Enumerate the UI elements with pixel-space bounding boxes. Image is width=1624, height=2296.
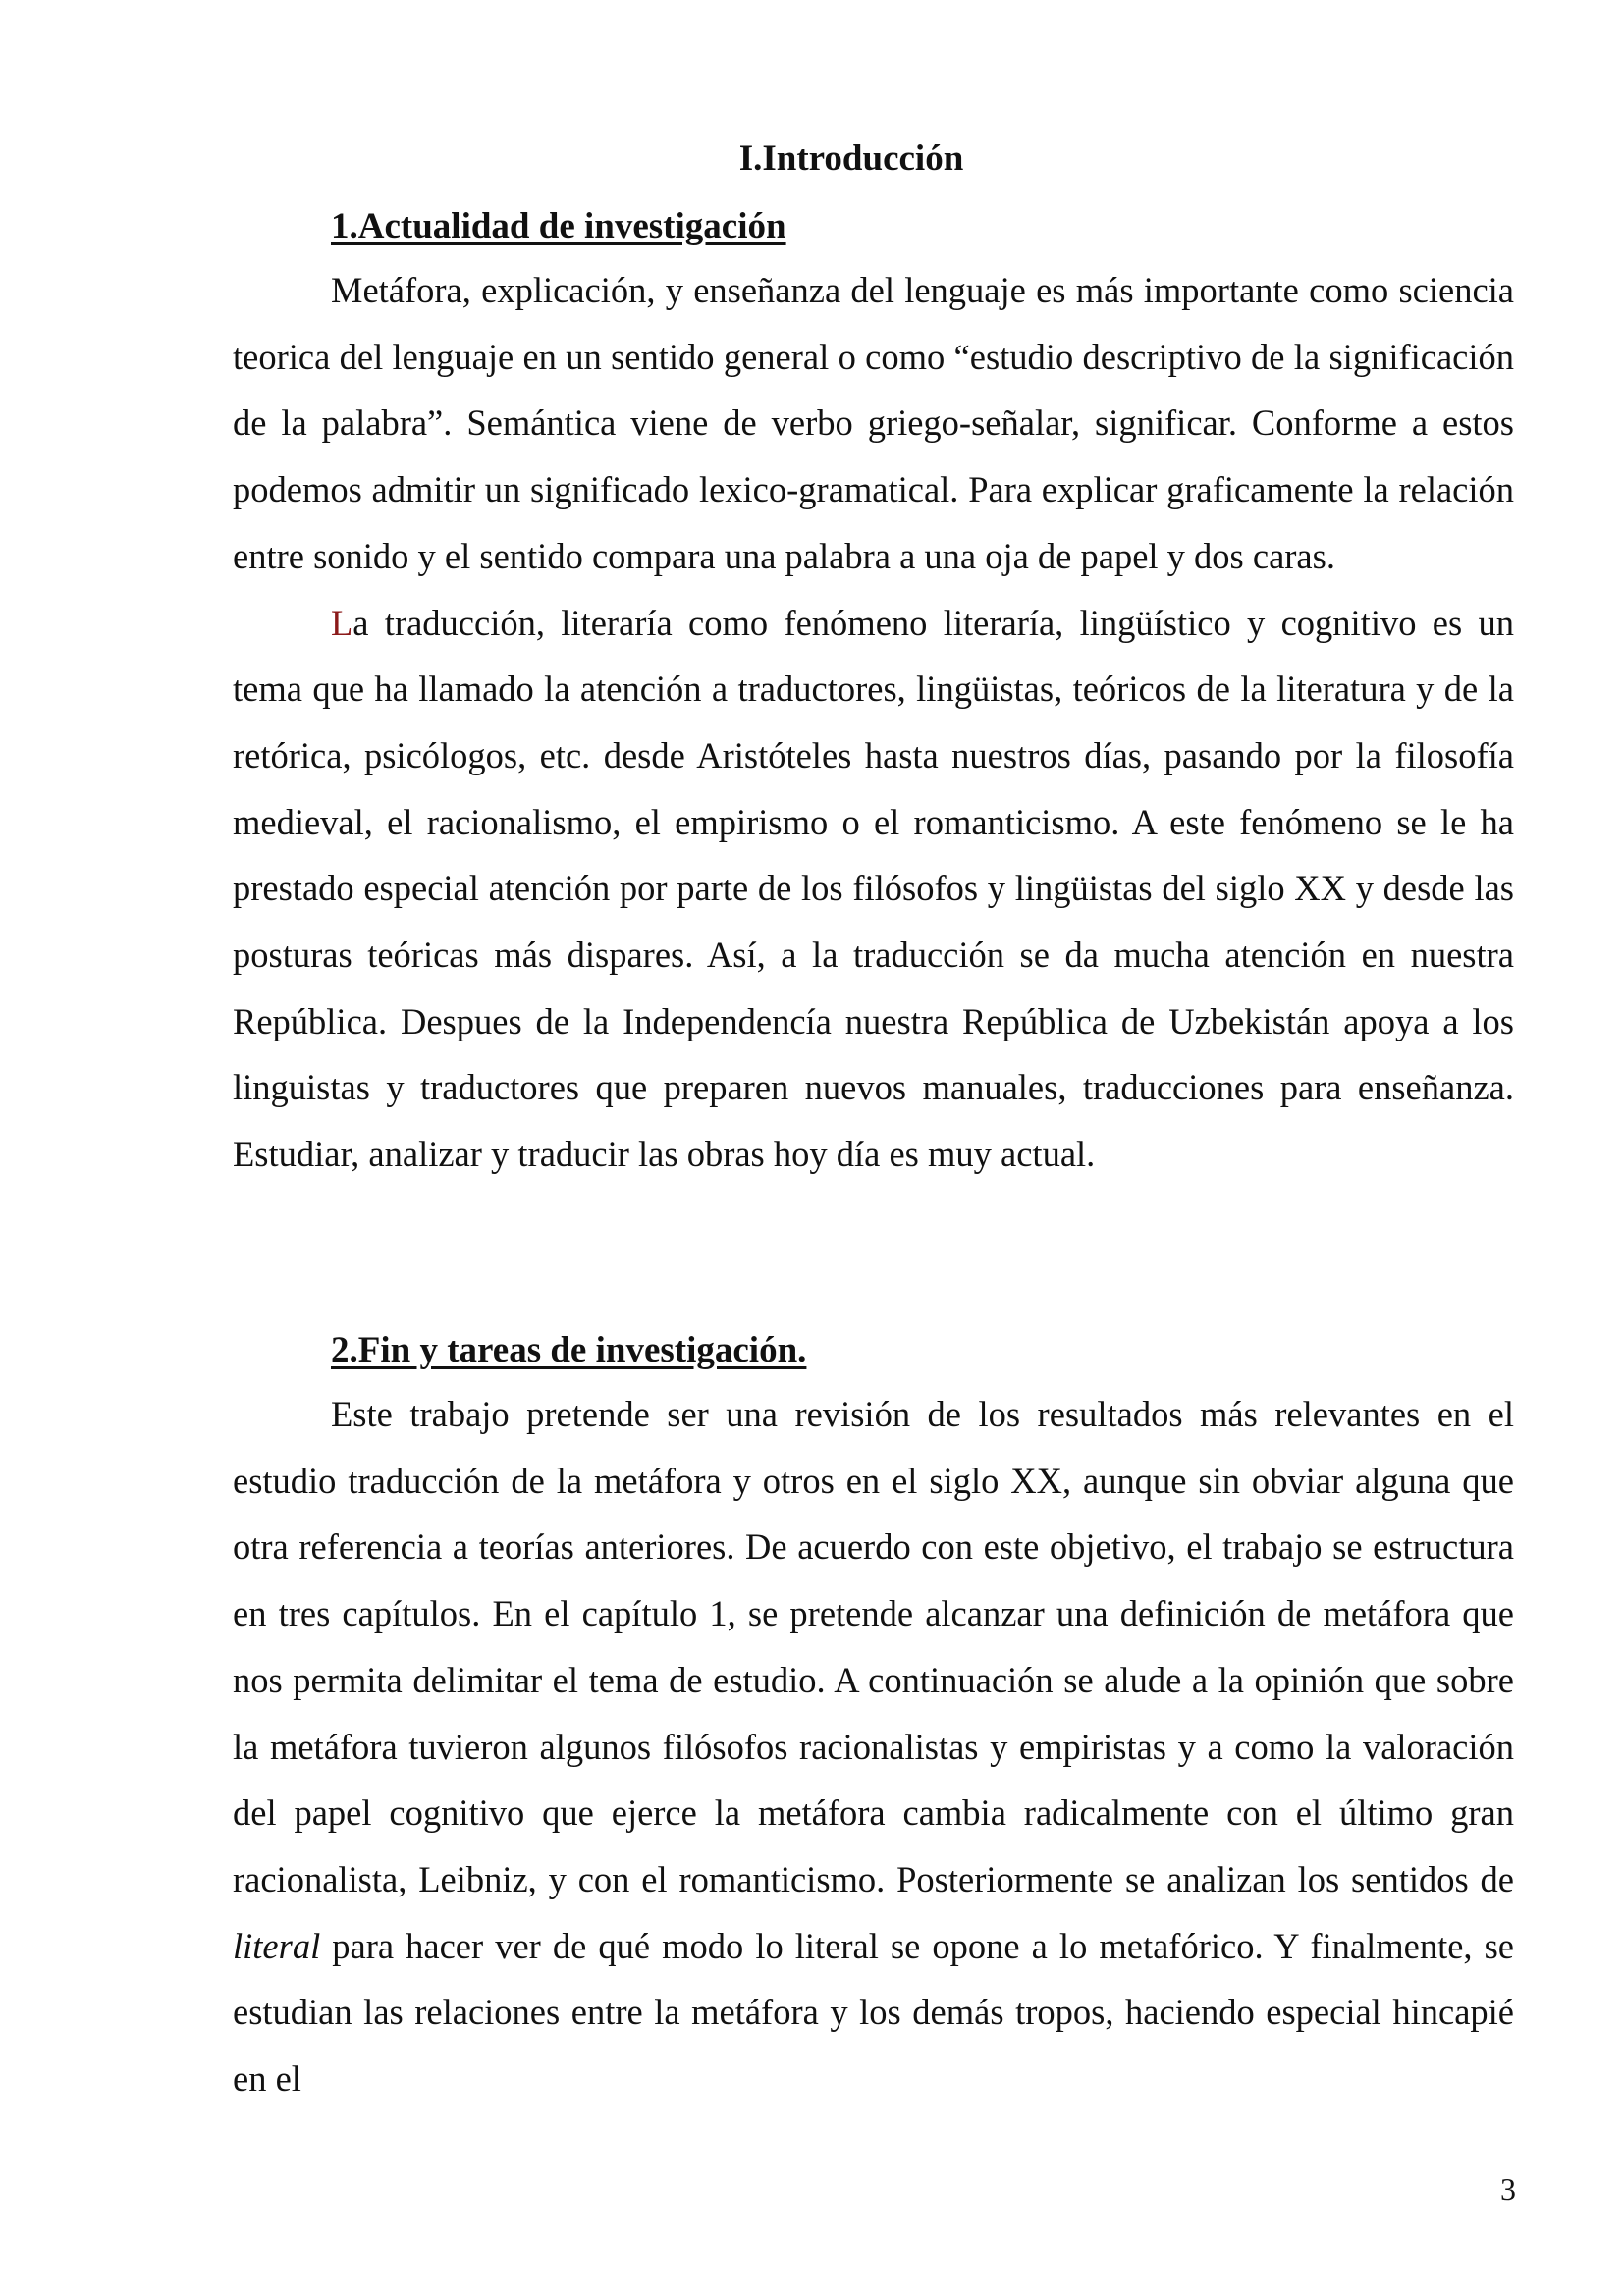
paragraph-trabajo-text-1: Este trabajo pretende ser una revisión de los resultados más relevantes en el estudio traducción de la metáfora y otros en el siglo XX, aunque sin obviar alguna que otra referencia a teorías anteriores. De acuerdo con este objetivo, el trabajo se estructura en tres capítulos. En el capítulo 1, se pretende alcanzar una definición de metáfora que nos permita delimitar el tema de estudio. A continuación se alude a la opinión que sobre la metáfora tuvieron algunos filósofos racionalistas y empiristas y a como la valoración del papel cognitivo que ejerce la metáfora cambia radicalmente con el último gran racionalista, Leibniz, y con el romanticismo. Posteriormente se analizan los sentidos de (233, 1394, 1514, 1899)
paragraph-metafora: Metáfora, explicación, y enseñanza del lenguaje es más importante como sciencia teorica del lenguaje en un sentido general o como “estudio descriptivo de la significación de la palabra”. Semántica viene de verbo griego-señalar, significar. Conforme a estos podemos admitir un significado lexico-gramatical. Para explicar graficamente la relación entre sonido y el sentido compara una palabra a una oja de papel y dos caras. (233, 270, 1514, 576)
italic-term-literal: literal (233, 1925, 321, 1966)
paragraph-traduccion-text: a traducción, literaría como fenómeno literaría, lingüístico y cognitivo es un tema que ha llamado la atención a traductores, lingüistas, teóricos de la literatura y de la retórica, psicólogos, etc. desde Aristóteles hasta nuestros días, pasando por la filosofía medieval, el racionalismo, el empirismo o el romanticismo. A este fenómeno se le ha prestado especial atención por parte de los filósofos y lingüistas del siglo XX y desde las posturas teóricas más dispares. Así, a la traducción se da mucha atención en nuestra República. Despues de la Independencía nuestra República de Uzbekistán apoya a los linguistas y traductores que preparen nuevos manuales, traducciones para enseñanza. Estudiar, analizar y traducir las obras hoy día es muy actual. (233, 602, 1514, 1175)
section-fin-tareas (233, 1320, 1514, 2112)
section-heading-fin-tareas: 2.Fin y tareas de investigación. (331, 1330, 807, 1370)
paragraph-traduccion (233, 590, 1514, 1188)
paragraph-trabajo (233, 1381, 1514, 2112)
colored-initial-letter: L (331, 602, 353, 643)
section-actualidad (233, 196, 1514, 1188)
page-number: 3 (1500, 2171, 1516, 2207)
paragraph-trabajo-text-2: para hacer ver de qué modo lo literal se opone a lo metafórico. Y finalmente, se estudian las relaciones entre la metáfora y los demás tropos, haciendo especial hincapié en el (233, 1925, 1514, 2100)
section-heading-actualidad: 1.Actualidad de investigación (331, 206, 786, 246)
page-title: I.Introducción (738, 138, 964, 179)
